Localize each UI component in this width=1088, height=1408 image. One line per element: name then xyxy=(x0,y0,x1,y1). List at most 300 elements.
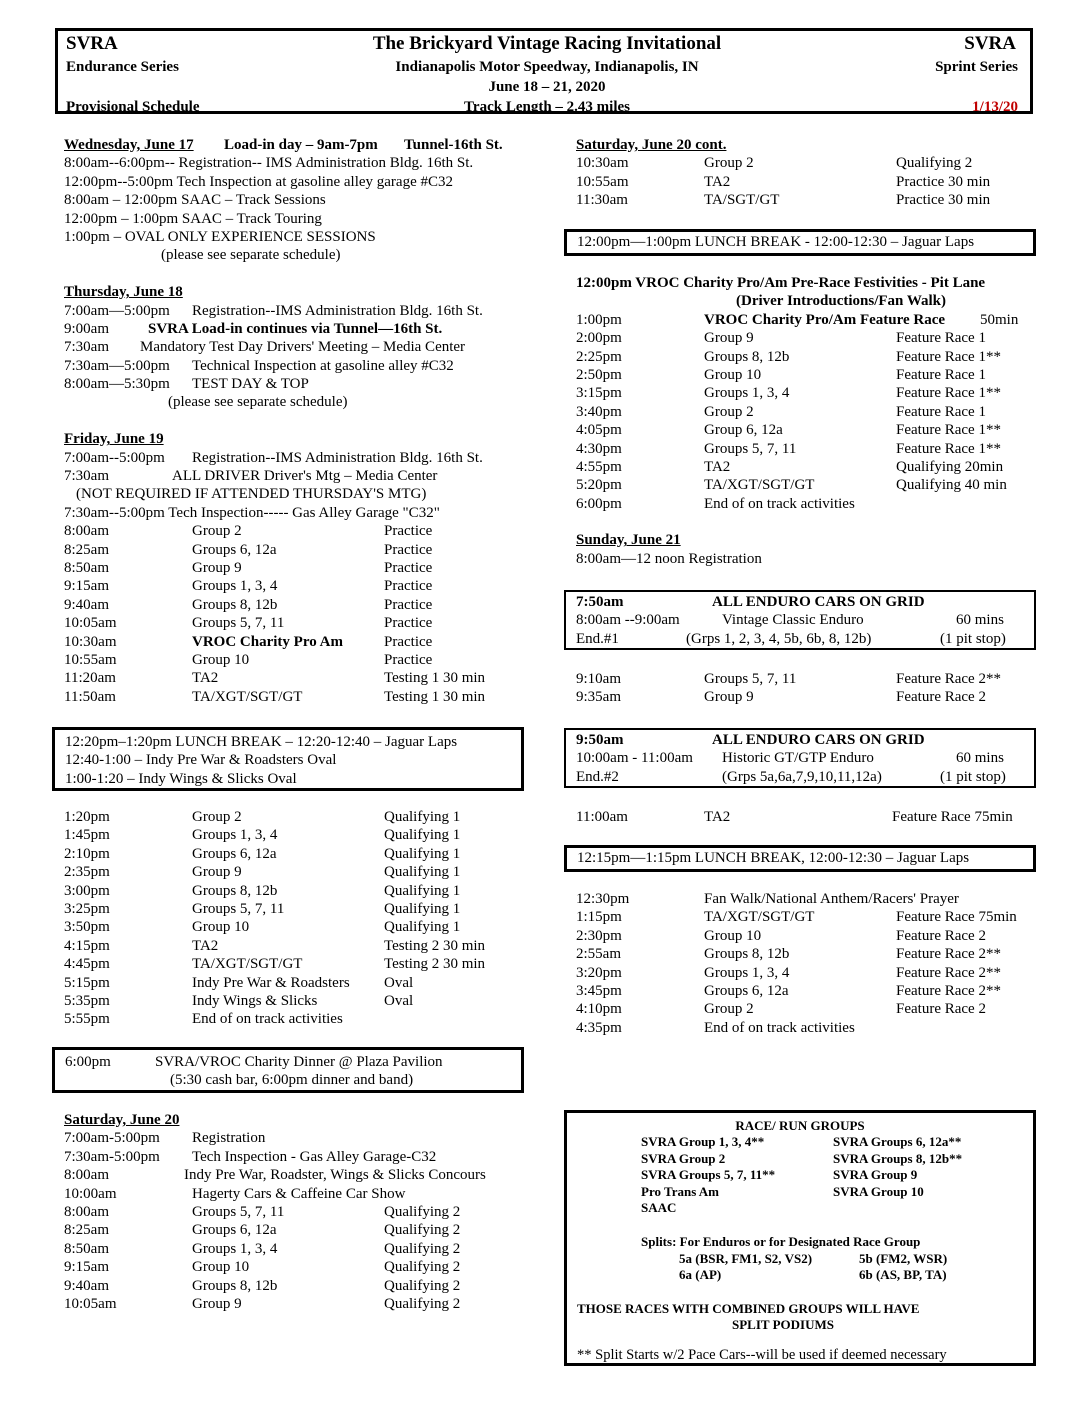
group: Group 9 xyxy=(704,330,754,347)
saturday-heading xyxy=(64,1111,534,1129)
table-row xyxy=(576,191,1026,209)
time: 1:20pm xyxy=(64,809,110,825)
session: Qualifying 1 xyxy=(384,900,461,917)
list-item xyxy=(64,191,534,209)
time: 7:30am xyxy=(64,339,109,356)
group: Group 10 xyxy=(704,366,762,383)
group: Group 2 xyxy=(192,809,242,825)
list-item xyxy=(64,1148,534,1166)
session: Oval xyxy=(384,992,414,1009)
session: Practice 30 min xyxy=(896,192,991,209)
time: 4:35pm xyxy=(576,1019,622,1036)
group: Group 10 xyxy=(192,651,250,668)
event: Historic GT/GTP Enduro xyxy=(722,750,874,767)
list-item xyxy=(576,630,1024,648)
time: 9:15am xyxy=(64,1259,109,1276)
group: Group 2 xyxy=(192,523,242,540)
table-row xyxy=(64,882,534,900)
load-in-hours: Load-in day – 9am-7pm xyxy=(224,137,378,153)
event-venue: Indianapolis Motor Speedway, Indianapolis, IN xyxy=(395,59,699,75)
group-entry: SAAC xyxy=(641,1200,677,1215)
left-subtitle: Endurance Series xyxy=(66,59,179,75)
time: 10:00am - 11:00am xyxy=(576,750,693,767)
label: End.#2 xyxy=(576,768,619,785)
time: 8:25am xyxy=(64,541,109,558)
schedule-status: Provisional Schedule xyxy=(66,99,200,115)
session: Feature Race 2** xyxy=(896,964,1001,981)
saturday-cont-date: Saturday, June 20 cont. xyxy=(576,137,727,153)
event-title: The Brickyard Vintage Racing Invitational xyxy=(372,33,722,54)
session: Practice xyxy=(384,523,433,540)
table-row xyxy=(576,384,1026,402)
time: 8:50am xyxy=(64,1240,109,1257)
group: Groups 5, 7, 11 xyxy=(192,900,285,917)
time: 6:00pm xyxy=(576,495,622,512)
group: Groups 8, 12b xyxy=(192,882,278,899)
saturday-afternoon xyxy=(576,274,1026,568)
time: 1:00pm xyxy=(576,311,622,328)
list-item xyxy=(55,1071,521,1089)
time: 2:25pm xyxy=(576,348,622,365)
session: Practice xyxy=(384,559,433,576)
duration: 60 mins xyxy=(956,750,1004,767)
session: Feature Race 75min xyxy=(896,909,1017,926)
saturday-cont-heading xyxy=(576,136,1026,154)
list-item xyxy=(64,1185,534,1203)
table-row xyxy=(64,559,534,577)
time: 10:30am xyxy=(576,155,629,172)
event: Technical Inspection at gasoline alley #C32 xyxy=(192,357,454,374)
time: 8:00am xyxy=(64,523,109,540)
group: Groups 1, 3, 4 xyxy=(192,827,278,844)
session: Feature Race 1 xyxy=(896,366,986,383)
list-item xyxy=(64,228,534,246)
time: 7:00am--5:00pm xyxy=(64,449,165,466)
enduro-2-box xyxy=(564,728,1036,788)
group: TA2 xyxy=(704,458,731,475)
table-row xyxy=(64,541,534,559)
time: 3:00pm xyxy=(64,882,110,899)
group: Groups 5, 7, 11 xyxy=(704,671,797,687)
track-length: Track Length – 2.43 miles xyxy=(464,99,630,115)
time: 4:55pm xyxy=(576,458,622,475)
friday-heading xyxy=(64,430,534,448)
group: Group 10 xyxy=(192,919,250,936)
session: Qualifying 2 xyxy=(896,155,973,172)
friday-date: Friday, June 19 xyxy=(64,431,164,448)
list-item xyxy=(64,485,534,503)
table-row xyxy=(64,992,534,1010)
time: 10:55am xyxy=(576,173,629,190)
row-text: (please see separate schedule) xyxy=(161,247,341,264)
group: Groups 5, 7, 11 xyxy=(192,1203,285,1220)
row-text: 12:20pm–1:20pm LUNCH BREAK – 12:20-12:40 – Jaguar Laps xyxy=(65,734,458,750)
group: Group 10 xyxy=(192,1259,250,1276)
table-row xyxy=(64,614,534,632)
combined-note: THOSE RACES WITH COMBINED GROUPS WILL HAVE xyxy=(577,1301,920,1316)
time: 11:20am xyxy=(64,670,116,687)
session: Practice xyxy=(384,651,433,668)
group: Groups 1, 3, 4 xyxy=(704,385,790,402)
session: Feature Race 2 xyxy=(896,1001,986,1018)
list-item xyxy=(576,550,1026,568)
list-item xyxy=(577,233,1027,251)
table-row xyxy=(64,633,534,651)
table-row xyxy=(576,476,1026,494)
group: Group 9 xyxy=(704,689,754,706)
split-6b: 6b (AS, BP, TA) xyxy=(859,1267,947,1282)
group-entry: SVRA Groups 5, 7, 11** xyxy=(641,1167,776,1182)
time: 4:05pm xyxy=(576,422,622,439)
label: End.#1 xyxy=(576,630,619,647)
session: Feature Race 1 xyxy=(896,330,986,347)
time: 1:15pm xyxy=(576,909,622,926)
group-entry: SVRA Group 1, 3, 4** xyxy=(641,1134,765,1149)
time: 10:55am xyxy=(64,651,117,668)
session: Testing 1 30 min xyxy=(384,670,486,687)
table-row xyxy=(64,577,534,595)
session: Practice xyxy=(384,596,433,613)
list-item xyxy=(64,210,534,228)
time: 8:00am xyxy=(64,1203,109,1220)
table-row xyxy=(576,154,1026,172)
time: 10:00am xyxy=(64,1185,117,1202)
friday-afternoon xyxy=(64,808,534,1029)
left-column xyxy=(64,136,534,706)
list-item xyxy=(64,467,534,485)
list-item xyxy=(576,890,1026,908)
session: Qualifying 2 xyxy=(384,1203,461,1220)
session: Feature Race 1** xyxy=(896,440,1001,457)
left-title: SVRA xyxy=(66,33,118,54)
event: Registration--IMS Administration Bldg. 16th St. xyxy=(192,302,483,319)
event: ALL DRIVER Driver's Mtg – Media Center xyxy=(172,468,438,485)
row-text: (please see separate schedule) xyxy=(168,394,348,411)
event: ALL ENDURO CARS ON GRID xyxy=(712,594,925,610)
time: 8:00am xyxy=(64,1167,109,1184)
duration: 60 mins xyxy=(956,612,1004,629)
list-item xyxy=(576,311,1026,329)
table-row xyxy=(576,173,1026,191)
time: 2:00pm xyxy=(576,330,622,347)
row-text: 7:30am--5:00pm Tech Inspection----- Gas Alley Garage "C32" xyxy=(64,504,440,521)
time: 9:10am xyxy=(576,671,621,687)
session: Practice xyxy=(384,541,433,558)
group: Group 9 xyxy=(192,1295,242,1312)
event: Tech Inspection - Gas Alley Garage-C32 xyxy=(192,1148,437,1165)
session: Feature Race 1 xyxy=(896,403,986,420)
thursday-date: Thursday, June 18 xyxy=(64,284,183,301)
group: Groups 1, 3, 4 xyxy=(192,1240,278,1257)
row-text: (Driver Introductions/Fan Walk) xyxy=(736,293,947,310)
table-row xyxy=(64,1203,534,1221)
session: Feature Race 1** xyxy=(896,385,1001,402)
session: Testing 2 30 min xyxy=(384,937,486,954)
saturday-lunch-box xyxy=(564,229,1036,256)
time: 3:50pm xyxy=(64,919,110,936)
dinner-box xyxy=(52,1047,524,1093)
groups: (Grps 5a,6a,7,9,10,11,12a) xyxy=(722,768,882,785)
table-row xyxy=(64,651,534,669)
group: VROC Charity Pro Am xyxy=(192,633,343,650)
list-item xyxy=(577,849,1027,867)
session: Practice xyxy=(384,578,433,595)
group: TA/XGT/SGT/GT xyxy=(704,477,815,494)
table-row xyxy=(64,900,534,918)
time: 7:50am xyxy=(576,594,624,610)
groups-left xyxy=(641,1134,775,1217)
row-text: (5:30 cash bar, 6:00pm dinner and band) xyxy=(170,1072,414,1088)
event: VROC Charity Pro/Am Feature Race xyxy=(704,311,946,328)
list-item xyxy=(64,449,534,467)
sunday-lunch-box xyxy=(564,845,1036,872)
time: 12:30pm xyxy=(576,891,630,907)
session: Feature Race 1** xyxy=(896,348,1001,365)
time: 8:00am—5:30pm xyxy=(64,376,170,393)
group-entry: SVRA Group 10 xyxy=(833,1183,924,1199)
time: 4:30pm xyxy=(576,440,622,457)
time: 3:45pm xyxy=(576,982,622,999)
list-item xyxy=(64,320,534,338)
session: Qualifying 20min xyxy=(896,458,1004,475)
table-row xyxy=(576,440,1026,458)
time: 10:05am xyxy=(64,1295,117,1312)
time: 8:00am --9:00am xyxy=(576,612,680,629)
session: Oval xyxy=(384,974,414,991)
group: Groups 8, 12b xyxy=(704,348,790,365)
saturday-column xyxy=(64,1111,534,1313)
group: Groups 6, 12a xyxy=(704,982,789,999)
list-item xyxy=(64,173,534,191)
table-row xyxy=(576,366,1026,384)
session: Feature Race 2** xyxy=(896,671,1001,687)
enduro-2-content xyxy=(576,731,1024,786)
split-5a: 5a (BSR, FM1, S2, VS2) xyxy=(679,1251,813,1266)
session: Practice 30 min xyxy=(896,173,991,190)
time: 8:25am xyxy=(64,1222,109,1239)
time: 6:00pm xyxy=(65,1054,111,1070)
list-item xyxy=(576,768,1024,786)
time: 7:30am—5:00pm xyxy=(64,357,170,374)
group: TA2 xyxy=(704,173,731,190)
session: Feature Race 2** xyxy=(896,946,1001,963)
table-row xyxy=(576,964,1026,982)
event: SVRA/VROC Charity Dinner @ Plaza Pavilion xyxy=(155,1054,443,1070)
table-row xyxy=(64,918,534,936)
session: Feature Race 1** xyxy=(896,422,1001,439)
group: TA/XGT/SGT/GT xyxy=(192,688,303,705)
table-row xyxy=(576,403,1026,421)
group-entry: SVRA Groups 8, 12b** xyxy=(833,1150,963,1166)
session: Feature Race 2 xyxy=(896,927,986,944)
time: 3:25pm xyxy=(64,900,110,917)
group: TA/XGT/SGT/GT xyxy=(704,909,815,926)
list-item xyxy=(576,749,1024,767)
row-text: 12:00pm—1:00pm LUNCH BREAK - 12:00-12:30 – Jaguar Laps xyxy=(577,234,975,250)
sunday-mid-list xyxy=(576,670,1026,707)
group: Group 2 xyxy=(704,155,754,172)
group-entry: Pro Trans Am xyxy=(641,1183,720,1199)
group: Groups 8, 12b xyxy=(704,946,790,963)
table-row xyxy=(576,908,1026,926)
time: 2:50pm xyxy=(576,366,622,383)
time: 4:45pm xyxy=(64,956,110,973)
time: 8:50am xyxy=(64,559,109,576)
time: 5:15pm xyxy=(64,974,110,991)
time: 5:20pm xyxy=(576,477,622,494)
time: 3:15pm xyxy=(576,385,622,402)
row-text: 8:00am--6:00pm-- Registration-- IMS Administration Bldg. 16th St. xyxy=(64,155,474,172)
row-text: 12:40-1:00 – Indy Pre War & Roadsters Oval xyxy=(65,752,337,769)
group-entry: SVRA Groups 6, 12a** xyxy=(833,1134,962,1149)
row-text: 12:00pm VROC Charity Pro/Am Pre-Race Festivities - Pit Lane xyxy=(576,275,986,291)
time: 3:20pm xyxy=(576,964,622,981)
group: Group 2 xyxy=(704,403,754,420)
session: Qualifying 40 min xyxy=(896,477,1007,494)
time: 11:50am xyxy=(64,688,116,705)
table-row xyxy=(576,1019,1026,1037)
splits-title: Splits: For Enduros or for Designated Race Group xyxy=(641,1234,921,1249)
time: 2:30pm xyxy=(576,927,622,944)
table-row xyxy=(64,522,534,540)
list-item xyxy=(576,611,1024,629)
group: TA2 xyxy=(704,809,731,825)
time: 7:30am xyxy=(64,468,109,485)
groups-right xyxy=(833,1134,962,1200)
session: Testing 2 30 min xyxy=(384,956,486,973)
saturday-morning-sessions xyxy=(576,154,1026,209)
table-row xyxy=(576,458,1026,476)
list-item xyxy=(64,357,534,375)
event: Fan Walk/National Anthem/Racers' Prayer xyxy=(704,891,959,907)
pit-stop: (1 pit stop) xyxy=(940,768,1006,785)
table-row xyxy=(64,1221,534,1239)
time: 11:00am xyxy=(576,809,628,825)
sunday-ta2 xyxy=(576,808,1026,826)
time: 10:30am xyxy=(64,633,117,650)
time: 11:30am xyxy=(576,192,628,209)
session: Qualifying 2 xyxy=(384,1222,461,1239)
time: 9:50am xyxy=(576,732,624,748)
wednesday-heading xyxy=(64,136,534,154)
duration: 50min xyxy=(980,311,1019,328)
row-text: 1:00-1:20 – Indy Wings & Slicks Oval xyxy=(65,770,297,787)
time: 7:00am—5:00pm xyxy=(64,302,170,319)
session: Qualifying 2 xyxy=(384,1259,461,1276)
table-row xyxy=(64,937,534,955)
group: Groups 1, 3, 4 xyxy=(192,578,278,595)
group: TA2 xyxy=(192,937,219,954)
table-row xyxy=(576,348,1026,366)
group: End of on track activities xyxy=(704,495,855,512)
wednesday-date: Wednesday, June 17 xyxy=(64,137,194,153)
time: 9:40am xyxy=(64,596,109,613)
time: 4:10pm xyxy=(576,1001,622,1018)
groups: (Grps 1, 2, 3, 4, 5b, 6b, 8, 12b) xyxy=(686,630,872,647)
table-row xyxy=(576,1000,1026,1018)
thursday-heading xyxy=(64,283,534,301)
time: 10:05am xyxy=(64,615,117,632)
table-row xyxy=(64,863,534,881)
split-6a: 6a (AP) xyxy=(679,1267,722,1282)
friday-lunch-box xyxy=(52,727,524,791)
sunday-date: Sunday, June 21 xyxy=(576,532,681,549)
row-text: (NOT REQUIRED IF ATTENDED THURSDAY'S MTG) xyxy=(76,486,427,503)
list-item xyxy=(64,393,534,411)
list-item xyxy=(64,154,534,172)
table-row xyxy=(576,670,1026,688)
event: TEST DAY & TOP xyxy=(192,376,309,393)
session: Feature Race 75min xyxy=(892,809,1013,825)
saturday-sessions xyxy=(64,1203,534,1313)
split-podiums: SPLIT PODIUMS xyxy=(732,1317,834,1332)
table-row xyxy=(64,808,534,826)
time: 5:55pm xyxy=(64,1011,110,1028)
session: Qualifying 1 xyxy=(384,809,461,825)
time: 3:40pm xyxy=(576,403,622,420)
list-item xyxy=(64,338,534,356)
group: Groups 6, 12a xyxy=(192,541,277,558)
table-row xyxy=(64,1295,534,1313)
table-row xyxy=(64,1277,534,1295)
list-item xyxy=(64,504,534,522)
session: Practice xyxy=(384,633,433,650)
event: Hagerty Cars & Caffeine Car Show xyxy=(192,1185,406,1202)
group: Groups 5, 7, 11 xyxy=(704,440,797,457)
group: Group 10 xyxy=(704,927,762,944)
list-item xyxy=(576,593,1024,611)
event: Registration--IMS Administration Bldg. 16th St. xyxy=(192,449,483,466)
group: Group 2 xyxy=(704,1001,754,1018)
group: Groups 8, 12b xyxy=(192,596,278,613)
revision-date: 1/13/20 xyxy=(972,99,1018,115)
group: End of on track activities xyxy=(704,1019,855,1036)
session: Qualifying 1 xyxy=(384,827,461,844)
table-row xyxy=(64,845,534,863)
table-row xyxy=(64,826,534,844)
race-groups-box xyxy=(564,1110,1036,1366)
group: Groups 6, 12a xyxy=(192,845,277,862)
event: Mandatory Test Day Drivers' Meeting – Media Center xyxy=(140,339,466,356)
pit-stop: (1 pit stop) xyxy=(940,630,1006,647)
sunday-heading xyxy=(576,531,1026,549)
saturday-date: Saturday, June 20 xyxy=(64,1112,180,1128)
table-row xyxy=(64,955,534,973)
time: 9:15am xyxy=(64,578,109,595)
group-entry: SVRA Group 9 xyxy=(833,1167,918,1182)
list-item xyxy=(64,1166,534,1184)
header-box xyxy=(55,28,1033,114)
session: Qualifying 1 xyxy=(384,882,461,899)
session: Feature Race 2 xyxy=(896,689,986,706)
time: 5:35pm xyxy=(64,992,110,1009)
time: 9:35am xyxy=(576,689,621,706)
time: 4:15pm xyxy=(64,937,110,954)
time: 7:00am-5:00pm xyxy=(64,1130,160,1147)
row-text: 12:00pm – 1:00pm SAAC – Track Touring xyxy=(64,210,322,227)
time: 7:30am-5:00pm xyxy=(64,1148,160,1165)
race-groups-title: RACE/ RUN GROUPS xyxy=(735,1118,865,1133)
table-row xyxy=(576,421,1026,439)
tunnel-info: Tunnel-16th St. xyxy=(404,137,503,153)
time: 2:10pm xyxy=(64,845,110,862)
table-row xyxy=(64,669,534,687)
row-text: 12:00pm--5:00pm Tech Inspection at gasoline alley garage #C32 xyxy=(64,173,453,190)
table-row xyxy=(576,982,1026,1000)
table-row xyxy=(576,495,1026,513)
session: Qualifying 1 xyxy=(384,864,461,881)
row-text: 8:00am—12 noon Registration xyxy=(576,550,762,567)
